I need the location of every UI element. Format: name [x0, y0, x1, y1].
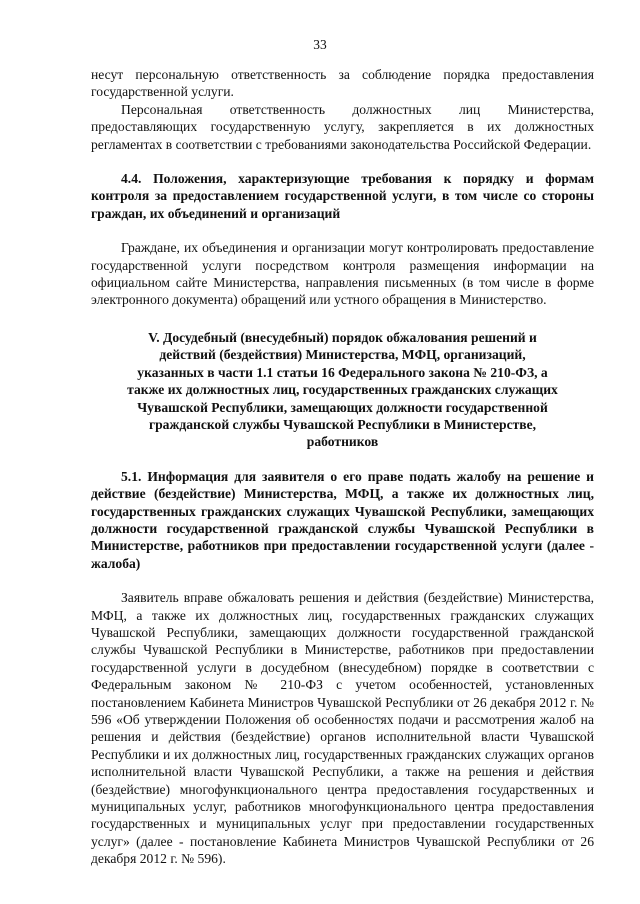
page-content: [91, 66, 594, 868]
chapter-heading-v: V. Досудебный (внесудебный) порядок обжалования решений и действий (бездействия) Министерства, МФЦ, организаций, указанных в части 1.1 статьи 16 Федерального закона № 210-ФЗ, а также их должностных лиц, государственных гражданских служащих Чувашской Республики, замещающих должности государственной гражданской службы Чувашской Республики в Министерстве, работников: [127, 329, 558, 450]
page-number: 33: [313, 37, 327, 52]
section-heading-5-1: 5.1. Информация для заявителя о его праве подать жалобу на решение и действие (бездействие) Министерства, МФЦ, а также их должностных лиц, государственных гражданских служащих Чувашской Республики, замещающих должности государственной гражданской службы Чувашской Республики в Министерстве, работников при предоставлении государственной услуги (далее - жалоба): [91, 468, 594, 571]
paragraph-responsibility-continued: несут персональную ответственность за соблюдение порядка предоставления государственной услуги.: [91, 67, 594, 100]
paragraph-personal-responsibility: Персональная ответственность должностных лиц Министерства, предоставляющих государственную услугу, закрепляется в их должностных регламентах в соответствии с требованиями законодательства Российской Федерации.: [91, 101, 594, 152]
paragraph-appeal-right: Заявитель вправе обжаловать решения и действия (бездействие) Министерства, МФЦ, а также их должностных лиц, государственных гражданских служащих Чувашской Республики, замещающих должности государственной гражданской службы Чувашской Республики в Министерстве, работников при предоставлении государственной услуги в досудебном (внесудебном) порядке в соответствии с Федеральным законом № 210-ФЗ с учетом особенностей, установленных постановлением Кабинета Министров Чувашской Республики от 26 декабря 2012 г. № 596 «Об утверждении Положения об особенностях подачи и рассмотрения жалоб на решения и действия (бездействие) органов исполнительной власти Чувашской Республики и их должностных лиц, государственных гражданских служащих органов исполнительной власти Чувашской Республики, а также на решения и действия (бездействие) многофункционального центра предоставления государственных и муниципальных услуг, работников многофункционального центра предоставления государственных и муниципальных услуг при предоставлении государственных услуг» (далее - постановление Кабинета Министров Чувашской Республики от 26 декабря 2012 г. № 596).: [91, 590, 594, 867]
section-heading-4-4: 4.4. Положения, характеризующие требования к порядку и формам контроля за предоставлением государственной услуги, в том числе со стороны граждан, их объединений и организаций: [91, 171, 594, 221]
paragraph-citizen-control: Граждане, их объединения и организации могут контролировать предоставление государственной услуги посредством контроля размещения информации на официальном сайте Министерства, направления письменных (в том числе в форме электронного документа) обращений или устного обращения в Министерство.: [91, 240, 594, 308]
